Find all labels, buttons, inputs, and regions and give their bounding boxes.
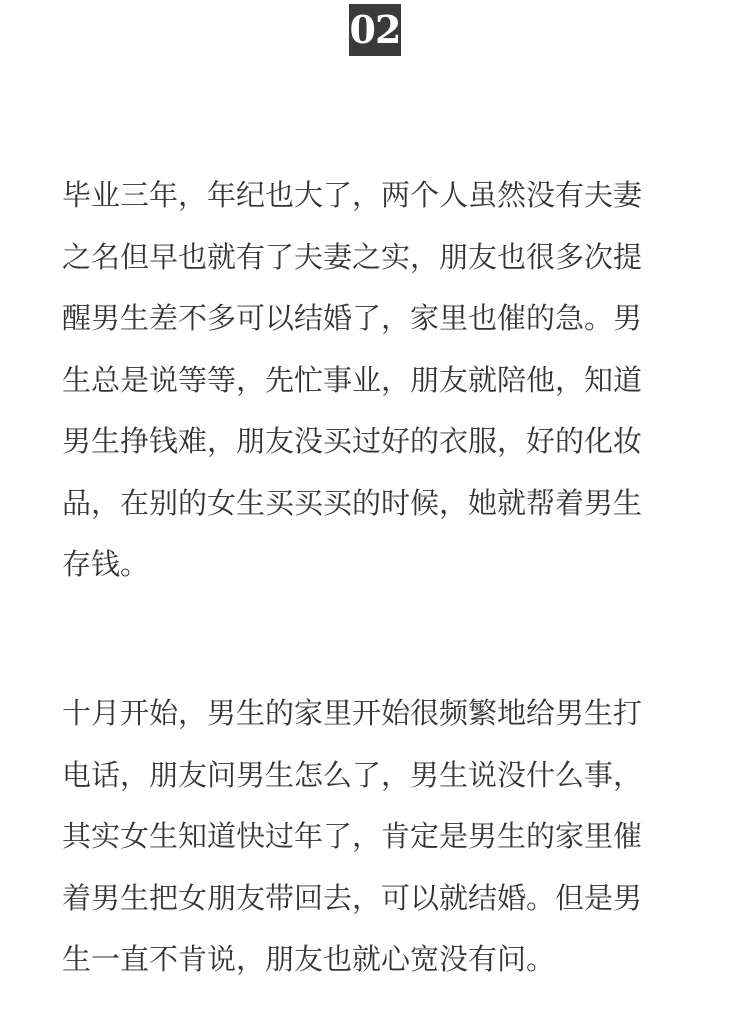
paragraph-line: 其实女生知道快过年了，肯定是男生的家里催 <box>62 819 643 853</box>
paragraph-line: 毕业三年，年纪也大了，两个人虽然没有夫妻 <box>62 178 643 212</box>
paragraph-line: 十月开始，男生的家里开始很频繁地给男生打 <box>62 696 643 730</box>
paragraph-line: 男生挣钱难，朋友没买过好的衣服，好的化妆 <box>62 424 643 458</box>
paragraph-line: 着男生把女朋友带回去，可以就结婚。但是男 <box>62 880 643 915</box>
paragraph-line: 生一直不肯说，朋友也就心宽没有问。 <box>62 942 556 976</box>
paragraph-line: 生总是说等等，先忙事业，朋友就陪他，知道 <box>62 362 643 397</box>
paragraph-2 <box>62 683 692 991</box>
paragraph-line: 之名但早也就有了夫妻之实，朋友也很多次提 <box>62 239 643 274</box>
paragraph-line: 存钱。 <box>62 547 150 581</box>
paragraph-line: 醒男生差不多可以结婚了，家里也催的急。男 <box>62 301 643 335</box>
paragraph-1 <box>62 165 692 596</box>
section-number-badge: 02 <box>349 4 401 56</box>
paragraph-line: 电话，朋友问男生怎么了，男生说没什么事， <box>62 757 643 792</box>
paragraph-line: 品，在别的女生买买买的时候，她就帮着男生 <box>62 485 643 520</box>
